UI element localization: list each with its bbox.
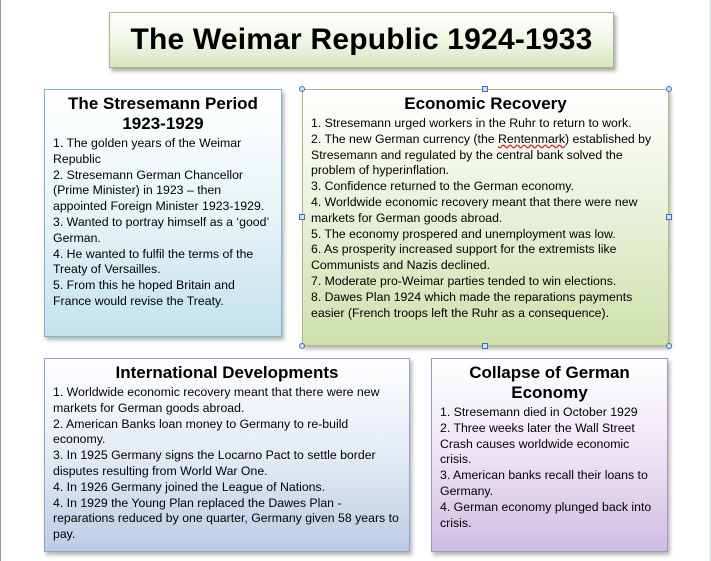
list-item: 6. As prosperity increased support for the extremists like Communists and Nazis declined.	[311, 242, 617, 273]
resize-handle-top-right[interactable]	[666, 86, 672, 92]
list-item: 2. American Banks loan money to Germany to re-build economy.	[53, 416, 349, 447]
list-item: 4. In 1926 Germany joined the League of Nations.	[53, 479, 326, 494]
list-item: 3. Wanted to portray himself as a ‘good’ German.	[53, 214, 269, 245]
list-item: 1. Stresemann urged workers in the Ruhr to return to work.	[311, 116, 632, 130]
list-item: 4. Worldwide economic recovery meant that there were new markets for German goods abroad.	[311, 194, 638, 225]
international-heading: International Developments	[115, 363, 339, 382]
list-item: 3. Confidence returned to the German economy.	[311, 179, 574, 194]
stresemann-heading: The Stresemann Period 1923-1929	[68, 94, 258, 133]
resize-handle-bottom-left[interactable]	[299, 343, 305, 349]
list-item: 5. The economy prospered and unemployment was low.	[311, 226, 616, 241]
economic-recovery-box[interactable]	[302, 89, 669, 346]
list-item: 8. Dawes Plan 1924 which made the reparations payments easier (French troops left the Ruhr as a consequence).	[311, 289, 633, 320]
recovery-list	[311, 116, 660, 321]
international-list	[53, 385, 401, 543]
misspelled-word[interactable]: Rentenmark	[498, 131, 566, 146]
list-item: 1. The golden years of the Weimar Republic	[53, 136, 242, 166]
recovery-heading: Economic Recovery	[404, 94, 567, 113]
resize-handle-top-left[interactable]	[299, 86, 305, 92]
list-item: 5. From this he hoped Britain and France would revise the Treaty.	[53, 278, 235, 308]
collapse-economy-box[interactable]	[431, 358, 668, 552]
stresemann-list	[53, 136, 273, 310]
collapse-heading: Collapse of German Economy	[469, 363, 630, 402]
list-item: 3. In 1925 Germany signs the Locarno Pact to settle border disputes resulting from World War One.	[53, 448, 376, 478]
resize-handle-bottom[interactable]	[482, 343, 488, 349]
list-item-text: ) established by Stresemann and regulated by the central bank solved the problem of hyperinflation.	[311, 131, 652, 178]
stresemann-period-box[interactable]	[44, 89, 282, 337]
list-item: 3. American banks recall their loans to Germany.	[440, 468, 648, 498]
list-item: 1. Stresemann died in October 1929	[440, 405, 638, 419]
list-item-text: 2. The new German currency (the	[311, 131, 499, 146]
list-item: 1. Worldwide economic recovery meant that there were new markets for German goods abroad.	[53, 385, 380, 415]
resize-handle-top[interactable]	[482, 86, 488, 92]
list-item: 4. In 1929 the Young Plan replaced the Dawes Plan - reparations reduced by one quarter, Germany given 58 years to pay.	[53, 495, 399, 542]
resize-handle-left[interactable]	[299, 214, 305, 220]
slide-left-edge	[0, 0, 1, 561]
page-title: The Weimar Republic 1924-1933	[130, 23, 593, 56]
international-developments-box[interactable]	[44, 358, 410, 552]
collapse-list	[440, 405, 659, 531]
list-item: 2. Stresemann German Chancellor (Prime Minister) in 1923 – then appointed Foreign Minister 1923-1929.	[53, 167, 265, 214]
list-item: 7. Moderate pro-Weimar parties tended to win elections.	[311, 273, 617, 288]
resize-handle-right[interactable]	[666, 214, 672, 220]
list-item: 4. German economy plunged back into crisis.	[440, 499, 652, 530]
list-item: 4. He wanted to fulfil the terms of the Treaty of Versailles.	[53, 246, 254, 277]
list-item: 2. Three weeks later the Wall Street Crash causes worldwide economic crisis.	[440, 420, 635, 467]
resize-handle-bottom-right[interactable]	[666, 343, 672, 349]
list-item	[311, 132, 660, 179]
title-box[interactable]	[109, 12, 614, 68]
